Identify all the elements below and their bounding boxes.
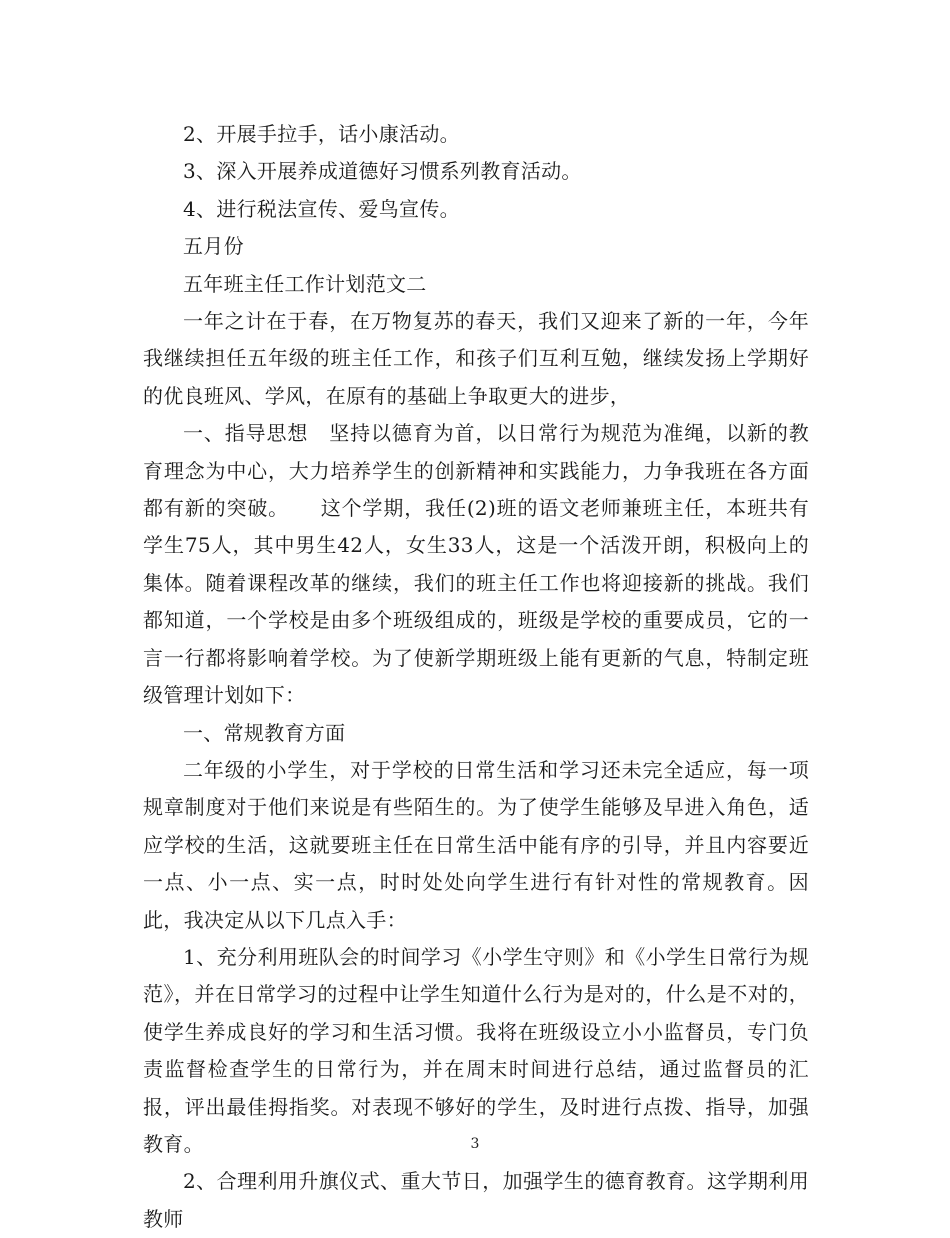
paragraph-activity-3: 3、深入开展养成道德好习惯系列教育活动。: [183, 159, 582, 184]
paragraph-section-title: 五年班主任工作计划范文二: [183, 271, 427, 296]
paragraph-activity-2: 2、开展手拉手，话小康活动。: [183, 122, 460, 146]
paragraph-activity-4: 4、进行税法宣传、爱鸟宣传。: [183, 196, 460, 221]
paragraph-routine-education-body: 二年级的小学生，对于学校的日常生活和学习还未完全适应，每一项规章制度对于他们来说是有些陌生的。为了使学生能够及早进入角色，适应学校的生活，这就要班主任在日常生活中能有序的引导，并且内容要近一点、小一点、实一点，时时处处向学生进行有针对性的常规教育。因此，我决定从以下几点入手：: [143, 757, 809, 932]
page-number: 3: [470, 1136, 480, 1152]
paragraph-intro: 一年之计在于春，在万物复苏的春天，我们又迎来了新的一年，今年我继续担任五年级的班主任工作，和孩子们互利互勉，继续发扬上学期好的优良班风、学风，在原有的基础上争取更大的进步，: [143, 309, 809, 408]
paragraph-item-1: 1、充分利用班队会的时间学习《小学生守则》和《小学生日常行为规范》，并在日常学习的过程中让学生知道什么行为是对的，什么是不对的，使学生养成良好的学习和生活习惯。我将在班级设立小小监督员，专门负责监督检查学生的日常行为，并在周末时间进行总结，通过监督员的汇报，评出最佳拇指奖。对表现不够好的学生，及时进行点拨、指导，加强教育。: [143, 944, 809, 1156]
document-body: [143, 116, 809, 1238]
paragraph-may-heading: 五月份: [183, 234, 244, 259]
paragraph-item-2: 2、合理利用升旗仪式、重大节日，加强学生的德育教育。这学期利用教师: [143, 1169, 809, 1231]
paragraph-routine-education-heading: 一、常规教育方面: [183, 720, 346, 745]
paragraph-guiding-thought: 一、指导思想 坚持以德育为首，以日常行为规范为准绳，以新的教育理念为中心，大力培养学生的创新精神和实践能力，力争我班在各方面都有新的突破。 这个学期，我任(2)班的语文老师兼班主任，本班共有学生75人，其中男生42人，女生33人，这是一个活泼开朗，积极向上的集体。随着课程改革的继续，我们的班主任工作也将迎接新的挑战。我们都知道，一个学校是由多个班级组成的，班级是学校的重要成员，它的一言一行都将影响着学校。为了使新学期班级上能有更新的气息，特制定班级管理计划如下：: [143, 421, 809, 708]
